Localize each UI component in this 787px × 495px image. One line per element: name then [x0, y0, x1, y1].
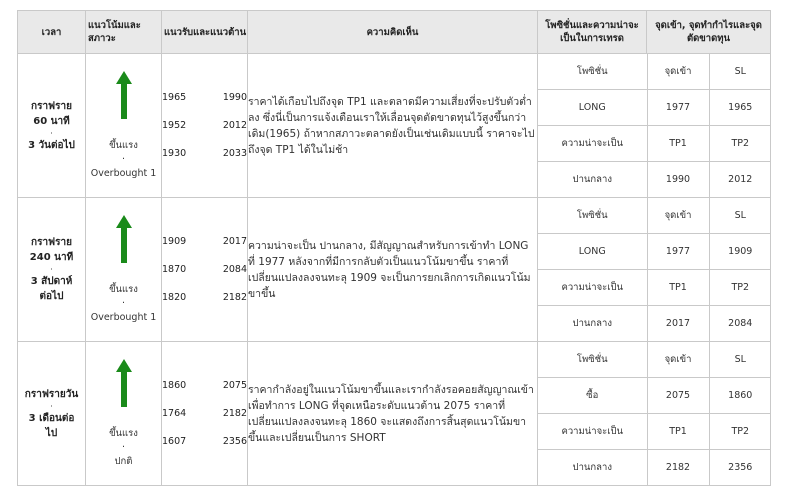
- level-row: [162, 428, 247, 456]
- tp1-value: 2182: [647, 450, 709, 486]
- analysis-row: [18, 342, 771, 486]
- support-level: 1930: [162, 147, 187, 159]
- trade-row: [538, 450, 771, 486]
- level-row: [162, 372, 247, 400]
- sl-label: SL: [709, 198, 771, 234]
- timeframe-line: ไป: [45, 427, 58, 439]
- tp2-label: TP2: [709, 270, 771, 306]
- probability-label: ความน่าจะเป็น: [538, 414, 647, 450]
- trade-row: [538, 126, 771, 162]
- up-arrow-icon: [116, 71, 132, 119]
- level-row: [162, 228, 247, 256]
- tp1-value: 1990: [647, 162, 709, 198]
- trend-cell: [86, 54, 162, 198]
- timeframe-line: ต่อไป: [39, 291, 64, 302]
- market-condition: Overbought 1: [90, 167, 157, 179]
- header-comment: ความคิดเห็น: [248, 11, 538, 54]
- up-arrow-icon: [116, 359, 132, 407]
- trend-separator: ·: [121, 297, 126, 309]
- timeframe-line: 240 นาที: [29, 252, 74, 263]
- position-label: โพซิชั่น: [538, 342, 647, 378]
- analysis-row: [18, 54, 771, 198]
- probability-label: ความน่าจะเป็น: [538, 126, 647, 162]
- trade-table: [538, 198, 771, 341]
- tp1-value: 2017: [647, 306, 709, 342]
- position-label: โพซิชั่น: [538, 198, 647, 234]
- trade-row: [538, 90, 771, 126]
- trade-row: [538, 414, 771, 450]
- levels-cell: [162, 198, 248, 342]
- resistance-level: 2033: [222, 147, 247, 159]
- sl-value: 1860: [709, 378, 771, 414]
- timeframe-line: กราฟราย: [31, 100, 72, 112]
- market-condition: Overbought 1: [90, 311, 157, 323]
- analysis-table: [17, 10, 771, 486]
- entry-value: 1977: [647, 90, 709, 126]
- analysis-row: [18, 198, 771, 342]
- timeframe-line: 60 นาที: [33, 115, 70, 127]
- trend-label: ขึ้นแรง: [109, 283, 138, 295]
- resistance-level: 2012: [222, 119, 247, 131]
- resistance-level: 1990: [222, 91, 247, 103]
- trade-row: [538, 306, 771, 342]
- support-level: 1764: [162, 407, 187, 419]
- tp2-label: TP2: [709, 126, 771, 162]
- tp2-value: 2356: [728, 462, 753, 473]
- position-label: โพซิชั่น: [538, 54, 647, 90]
- resistance-level: 2017: [222, 235, 247, 247]
- entry-label: จุดเข้า: [647, 54, 709, 90]
- resistance-level: 2084: [222, 263, 247, 275]
- resistance-level: 2182: [222, 407, 247, 419]
- support-level: 1860: [162, 379, 187, 391]
- trade-row: [538, 378, 771, 414]
- trade-cell: [538, 198, 771, 342]
- header-levels: แนวรับและแนวต้าน: [162, 11, 248, 54]
- header-row: [18, 11, 771, 54]
- support-level: 1820: [162, 291, 187, 303]
- trend-label: ขึ้นแรง: [109, 427, 138, 439]
- trade-row: [538, 270, 771, 306]
- level-row: [162, 84, 247, 112]
- timeframe-line: กราฟราย: [31, 237, 72, 248]
- level-row: [162, 256, 247, 284]
- tp2-value: 2012: [728, 174, 753, 185]
- comment-cell: ราคากำลังอยู่ในแนวโน้มขาขึ้นและเรากำลังรอคอยสัญญาณเข้าเพื่อทำการ LONG ที่จุดเหนือระดับแนวต้าน 2075 ราคาที่เปลี่ยนแปลงลงจนทะลุ 1860 จะแสดงถึงการสิ้นสุดแนวโน้มขาขึ้นและเปลี่ยนเป็นการ SHORT: [248, 342, 538, 486]
- levels-cell: [162, 342, 248, 486]
- timeframe-line: ·: [50, 128, 53, 138]
- comment-cell: ความน่าจะเป็น ปานกลาง, มีสัญญาณสำหรับการเข้าทำ LONG ที่ 1977 หลังจากที่มีการกลับตัวเป็นแนวโน้มขาขึ้น ราคาที่เปลี่ยนแปลงลงจนทะลุ 1909 จะเป็นการยกเลิกการเกิดแนวโน้มขาขึ้น: [248, 198, 538, 342]
- position-value: LONG: [538, 90, 647, 126]
- up-arrow-icon: [116, 215, 132, 263]
- resistance-level: 2356: [222, 435, 247, 447]
- trend-label: ขึ้นแรง: [109, 139, 138, 151]
- trend-separator: ·: [121, 153, 126, 165]
- resistance-level: 2075: [222, 379, 247, 391]
- trade-row: [538, 162, 771, 198]
- entry-value: 1977: [647, 234, 709, 270]
- level-row: [162, 284, 247, 312]
- timeframe-line: ·: [50, 401, 53, 411]
- sl-value: 1909: [709, 234, 771, 270]
- trend-cell: [86, 198, 162, 342]
- support-level: 1909: [162, 235, 187, 247]
- sl-label: SL: [709, 342, 771, 378]
- timeframe-cell: [18, 342, 86, 486]
- trend-cell: [86, 342, 162, 486]
- trade-row: [538, 198, 771, 234]
- support-level: 1952: [162, 119, 187, 131]
- header-entry: จุดเข้า, จุดทำกำไรและจุดตัดขาดทุน: [647, 11, 771, 54]
- support-level: 1965: [162, 91, 187, 103]
- resistance-level: 2182: [222, 291, 247, 303]
- probability-value: ปานกลาง: [572, 174, 612, 185]
- trade-row: [538, 342, 771, 378]
- probability-value: ปานกลาง: [572, 462, 612, 473]
- level-row: [162, 400, 247, 428]
- header-trend: แนวโน้มและสภาวะ: [86, 11, 162, 54]
- header-position: โพซิชั่นและความน่าจะเป็นในการเทรด: [538, 11, 647, 54]
- timeframe-cell: [18, 54, 86, 198]
- trade-table: [538, 342, 771, 485]
- sl-label: SL: [709, 54, 771, 90]
- probability-value: ปานกลาง: [572, 318, 612, 329]
- trade-row: [538, 234, 771, 270]
- timeframe-line: ·: [50, 265, 53, 274]
- trade-cell: [538, 342, 771, 486]
- levels-cell: [162, 54, 248, 198]
- timeframe-line: กราฟรายวัน: [24, 388, 79, 400]
- trade-cell: [538, 54, 771, 198]
- timeframe-line: 3 เดือนต่อ: [28, 412, 75, 424]
- timeframe-line: 3 วันต่อไป: [28, 139, 75, 151]
- header-time: เวลา: [18, 11, 86, 54]
- timeframe-cell: [18, 198, 86, 342]
- position-value: ซื้อ: [538, 378, 647, 414]
- market-condition: ปกติ: [114, 455, 133, 467]
- support-level: 1607: [162, 435, 187, 447]
- tp1-label: TP1: [647, 270, 709, 306]
- tp1-label: TP1: [647, 126, 709, 162]
- tp2-value: 2084: [728, 318, 753, 329]
- entry-label: จุดเข้า: [647, 198, 709, 234]
- comment-cell: ราคาได้เกือบไปถึงจุด TP1 และตลาดมีความเสี่ยงที่จะปรับตัวต่ำลง ซึ่งนี่เป็นการแจ้งเตือนเราให้เลื่อนจุดตัดขาดทุนไว้สูงขึ้นกว่าเดิม(1965) ถ้าหากสภาวะตลาดยังเป็นเช่นเดิมแบบนี้ ราคาจะไปถึงจุด TP1 ได้ในไม่ช้า: [248, 54, 538, 198]
- level-row: [162, 140, 247, 168]
- trend-separator: ·: [121, 441, 126, 453]
- tp2-label: TP2: [709, 414, 771, 450]
- entry-label: จุดเข้า: [647, 342, 709, 378]
- level-row: [162, 112, 247, 140]
- tp1-label: TP1: [647, 414, 709, 450]
- probability-label: ความน่าจะเป็น: [538, 270, 647, 306]
- timeframe-line: 3 สัปดาห์: [30, 276, 73, 287]
- support-level: 1870: [162, 263, 187, 275]
- trade-table: [538, 54, 771, 197]
- sl-value: 1965: [709, 90, 771, 126]
- entry-value: 2075: [647, 378, 709, 414]
- position-value: LONG: [538, 234, 647, 270]
- trade-row: [538, 54, 771, 90]
